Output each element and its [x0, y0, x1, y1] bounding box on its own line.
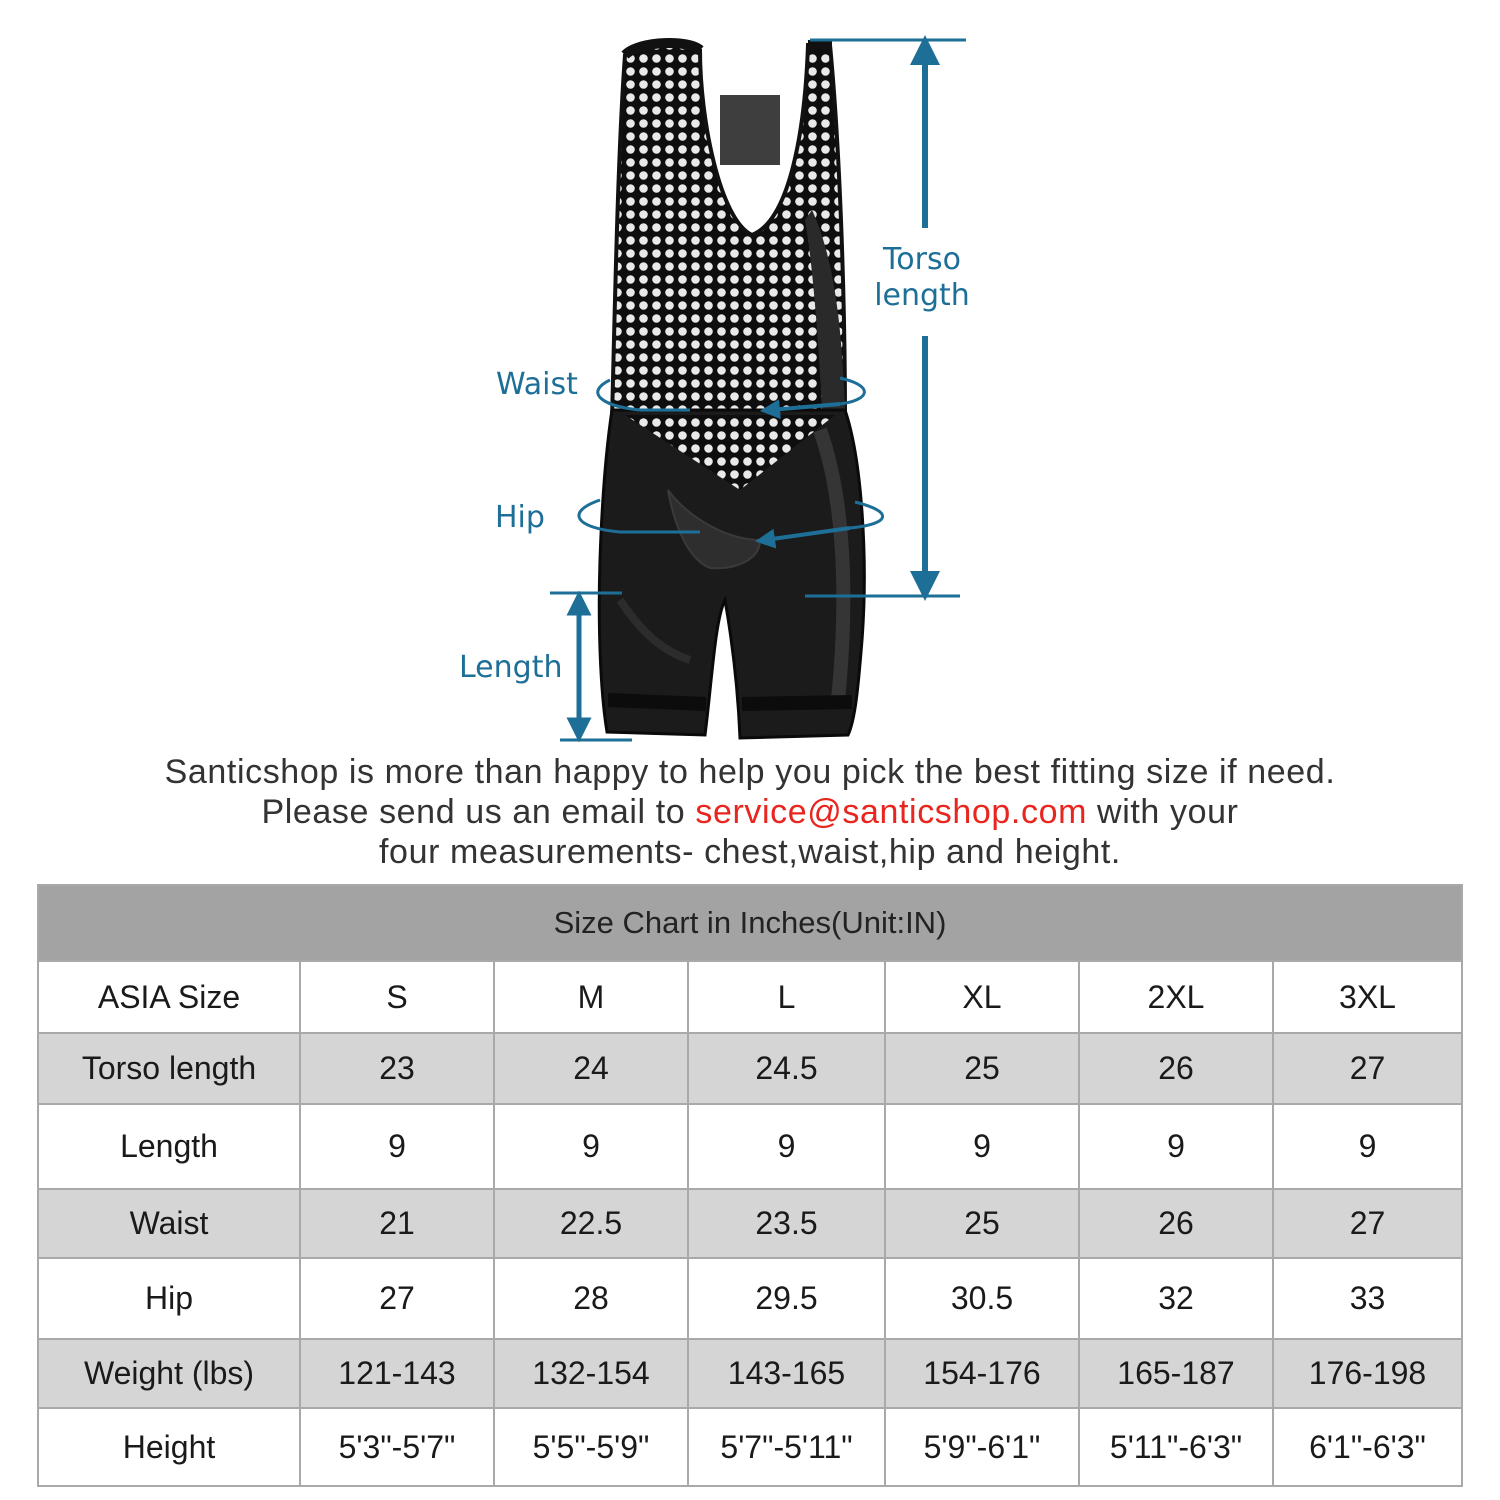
header-cell: S: [299, 962, 493, 1032]
table-cell: 5'11"-6'3": [1078, 1409, 1272, 1485]
table-cell: 9: [299, 1105, 493, 1188]
help-line-3: four measurements- chest,waist,hip and height.: [379, 833, 1121, 871]
table-cell: 25: [884, 1190, 1078, 1257]
table-row: [39, 1188, 1461, 1257]
table-cell: 5'7"-5'11": [687, 1409, 884, 1485]
table-cell: 132-154: [493, 1340, 687, 1407]
table-cell: 24.5: [687, 1034, 884, 1103]
header-cell: ASIA Size: [97, 978, 241, 1015]
table-cell: 176-198: [1272, 1340, 1461, 1407]
help-line-1: Santicshop is more than happy to help you pick the best fitting size if need.: [164, 753, 1336, 791]
header-cell: 3XL: [1272, 962, 1461, 1032]
row-label-cell: Weight (lbs): [83, 1355, 255, 1391]
table-cell: 26: [1078, 1190, 1272, 1257]
table-row: [39, 1338, 1461, 1407]
table-cell: 30.5: [884, 1259, 1078, 1338]
table-cell: 32: [1078, 1259, 1272, 1338]
torso-label-line1: Torso: [883, 242, 961, 277]
table-cell: 23: [299, 1034, 493, 1103]
table-cell: 143-165: [687, 1340, 884, 1407]
help-message: [0, 752, 1500, 872]
table-cell: 27: [1272, 1034, 1461, 1103]
header-cell: M: [493, 962, 687, 1032]
table-cell: 25: [884, 1034, 1078, 1103]
support-email-link[interactable]: service@santicshop.com: [695, 793, 1088, 831]
table-cell: 5'9"-6'1": [884, 1409, 1078, 1485]
table-cell: 28: [493, 1259, 687, 1338]
length-label: Length: [459, 650, 563, 685]
help-line-2-before: Please send us an email to: [261, 793, 696, 831]
header-cell: L: [687, 962, 884, 1032]
row-label-cell: Torso length: [81, 1050, 257, 1086]
row-label-cell: Hip: [144, 1280, 193, 1316]
hip-label: Hip: [495, 500, 545, 535]
table-row: [39, 1407, 1461, 1485]
table-cell: 121-143: [299, 1340, 493, 1407]
table-row: [39, 1103, 1461, 1188]
table-cell: 9: [1272, 1105, 1461, 1188]
waist-label: Waist: [496, 367, 578, 402]
size-chart-header-row: [39, 960, 1461, 1032]
table-cell: 21: [299, 1190, 493, 1257]
table-cell: 33: [1272, 1259, 1461, 1338]
torso-label-line2: length: [874, 278, 970, 313]
table-cell: 5'5"-5'9": [493, 1409, 687, 1485]
bib-shorts-illustration: [599, 43, 864, 738]
table-cell: 5'3"-5'7": [299, 1409, 493, 1485]
table-cell: 154-176: [884, 1340, 1078, 1407]
table-row: [39, 1032, 1461, 1103]
table-cell: 9: [884, 1105, 1078, 1188]
table-cell: 22.5: [493, 1190, 687, 1257]
size-chart-table: [37, 884, 1463, 1487]
row-label-cell: Height: [122, 1428, 216, 1465]
table-cell: 27: [299, 1259, 493, 1338]
table-cell: 26: [1078, 1034, 1272, 1103]
table-cell: 9: [493, 1105, 687, 1188]
header-cell: 2XL: [1078, 962, 1272, 1032]
table-cell: 24: [493, 1034, 687, 1103]
table-cell: 9: [687, 1105, 884, 1188]
table-cell: 27: [1272, 1190, 1461, 1257]
help-line-2-after: with your: [1087, 793, 1239, 831]
row-label-cell: Waist: [129, 1205, 209, 1241]
header-cell: XL: [884, 962, 1078, 1032]
table-cell: 29.5: [687, 1259, 884, 1338]
row-label-cell: Length: [120, 1128, 218, 1164]
size-chart-title: Size Chart in Inches(Unit:IN): [39, 886, 1461, 960]
table-row: [39, 1257, 1461, 1338]
table-cell: 9: [1078, 1105, 1272, 1188]
table-cell: 23.5: [687, 1190, 884, 1257]
help-line-2: [0, 792, 1500, 832]
table-cell: 165-187: [1078, 1340, 1272, 1407]
table-cell: 6'1"-6'3": [1272, 1409, 1461, 1485]
